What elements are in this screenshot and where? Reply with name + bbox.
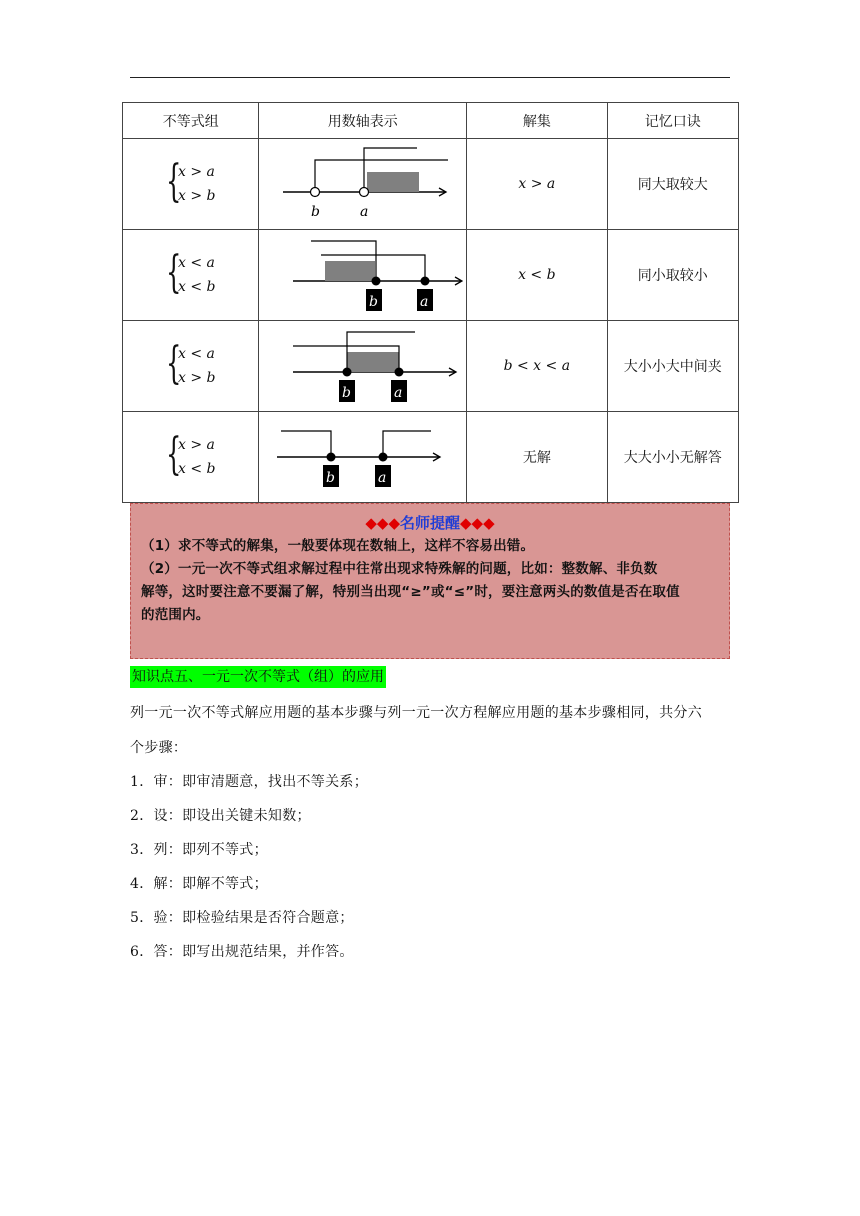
axis-label-b: b (325, 470, 335, 486)
number-line-diagram (263, 235, 463, 315)
section-title: 知识点五、一元一次不等式（组）的应用 (130, 666, 386, 688)
solution-cell (467, 230, 607, 321)
mnemonic-cell (607, 139, 738, 230)
step-item: 2．设：即设出关键未知数； (130, 808, 311, 824)
step-item: 5．验：即检验结果是否符合题意； (130, 910, 354, 926)
number-line-cell (259, 321, 467, 412)
number-line-diagram (263, 326, 463, 406)
system-cell: { x > a x < b (123, 412, 259, 503)
inequality-table (122, 102, 739, 503)
system-line: x > b (177, 370, 216, 386)
intro-line: 列一元一次不等式解应用题的基本步骤与列一元一次方程解应用题的基本步骤相同，共分六 (130, 705, 702, 721)
number-line-cell (259, 230, 467, 321)
header-solution: 解集 (467, 103, 607, 139)
table-header-row (123, 103, 739, 139)
tip-line: （2）一元一次不等式组求解过程中往常出现求特殊解的问题，比如：整数解、非负数 (141, 561, 658, 577)
number-line-cell (259, 412, 467, 503)
system-line: x > b (177, 188, 216, 204)
axis-label-a: a (393, 385, 403, 401)
tip-line: 解等，这时要注意不要漏了解，特别当出现“≥”或“≤”时，要注意两头的数值是否在取值 (141, 584, 680, 600)
mnemonic-cell (607, 412, 738, 503)
mnemonic-text: 大大小小无解答 (623, 450, 722, 466)
solution-text: 无解 (522, 450, 551, 466)
mnemonic-cell (607, 230, 738, 321)
header-rule (130, 77, 730, 78)
table-row (123, 321, 739, 412)
intro-line: 个步骤： (130, 740, 188, 756)
solution-cell (467, 139, 607, 230)
axis-label-a: a (419, 294, 429, 310)
solution-text: x < b (518, 267, 556, 283)
mnemonic-text: 同小取较小 (637, 268, 708, 284)
table-row (123, 139, 739, 230)
solution-cell (467, 412, 607, 503)
system-cell: { x > a x > b (123, 139, 259, 230)
axis-label-b: b (368, 294, 378, 310)
axis-label-b: b (310, 204, 320, 220)
solution-text: x > a (518, 176, 556, 192)
axis-label-a: a (359, 204, 369, 220)
system-line: x < a (177, 255, 215, 271)
diamond-icon: ◆◆◆ (365, 514, 400, 532)
diamond-icon: ◆◆◆ (460, 514, 495, 532)
axis-label-a: a (377, 470, 387, 486)
header-mnemonic: 记忆口诀 (607, 103, 738, 139)
teacher-tip-box (130, 503, 730, 659)
tip-title-text: 名师提醒 (399, 514, 460, 532)
number-line-diagram (263, 144, 463, 224)
solution-cell (467, 321, 607, 412)
mnemonic-cell (607, 321, 738, 412)
mnemonic-text: 大小小大中间夹 (623, 359, 722, 375)
step-item: 4．解：即解不等式； (130, 876, 268, 892)
step-item: 6．答：即写出规范结果，并作答。 (130, 944, 354, 960)
system-cell: { x < a x < b (123, 230, 259, 321)
tip-line: （1）求不等式的解集，一般要体现在数轴上，这样不容易出错。 (141, 538, 535, 554)
number-line-diagram (263, 417, 463, 497)
system-line: x < b (177, 279, 216, 295)
tip-line: 的范围内。 (141, 607, 210, 623)
system-cell: { x < a x > b (123, 321, 259, 412)
axis-label-b: b (341, 385, 351, 401)
system-line: x < b (177, 461, 216, 477)
step-item: 3．列：即列不等式； (130, 842, 268, 858)
solution-text: b < x < a (503, 358, 571, 374)
mnemonic-text: 同大取较大 (637, 177, 708, 193)
table-row (123, 412, 739, 503)
table-row (123, 230, 739, 321)
system-line: x < a (177, 346, 215, 362)
system-line: x > a (177, 437, 215, 453)
number-line-cell (259, 139, 467, 230)
header-number-line: 用数轴表示 (259, 103, 467, 139)
tip-title (131, 512, 729, 533)
system-line: x > a (177, 164, 215, 180)
header-system: 不等式组 (123, 103, 259, 139)
step-item: 1．审：即审清题意，找出不等关系； (130, 774, 369, 790)
